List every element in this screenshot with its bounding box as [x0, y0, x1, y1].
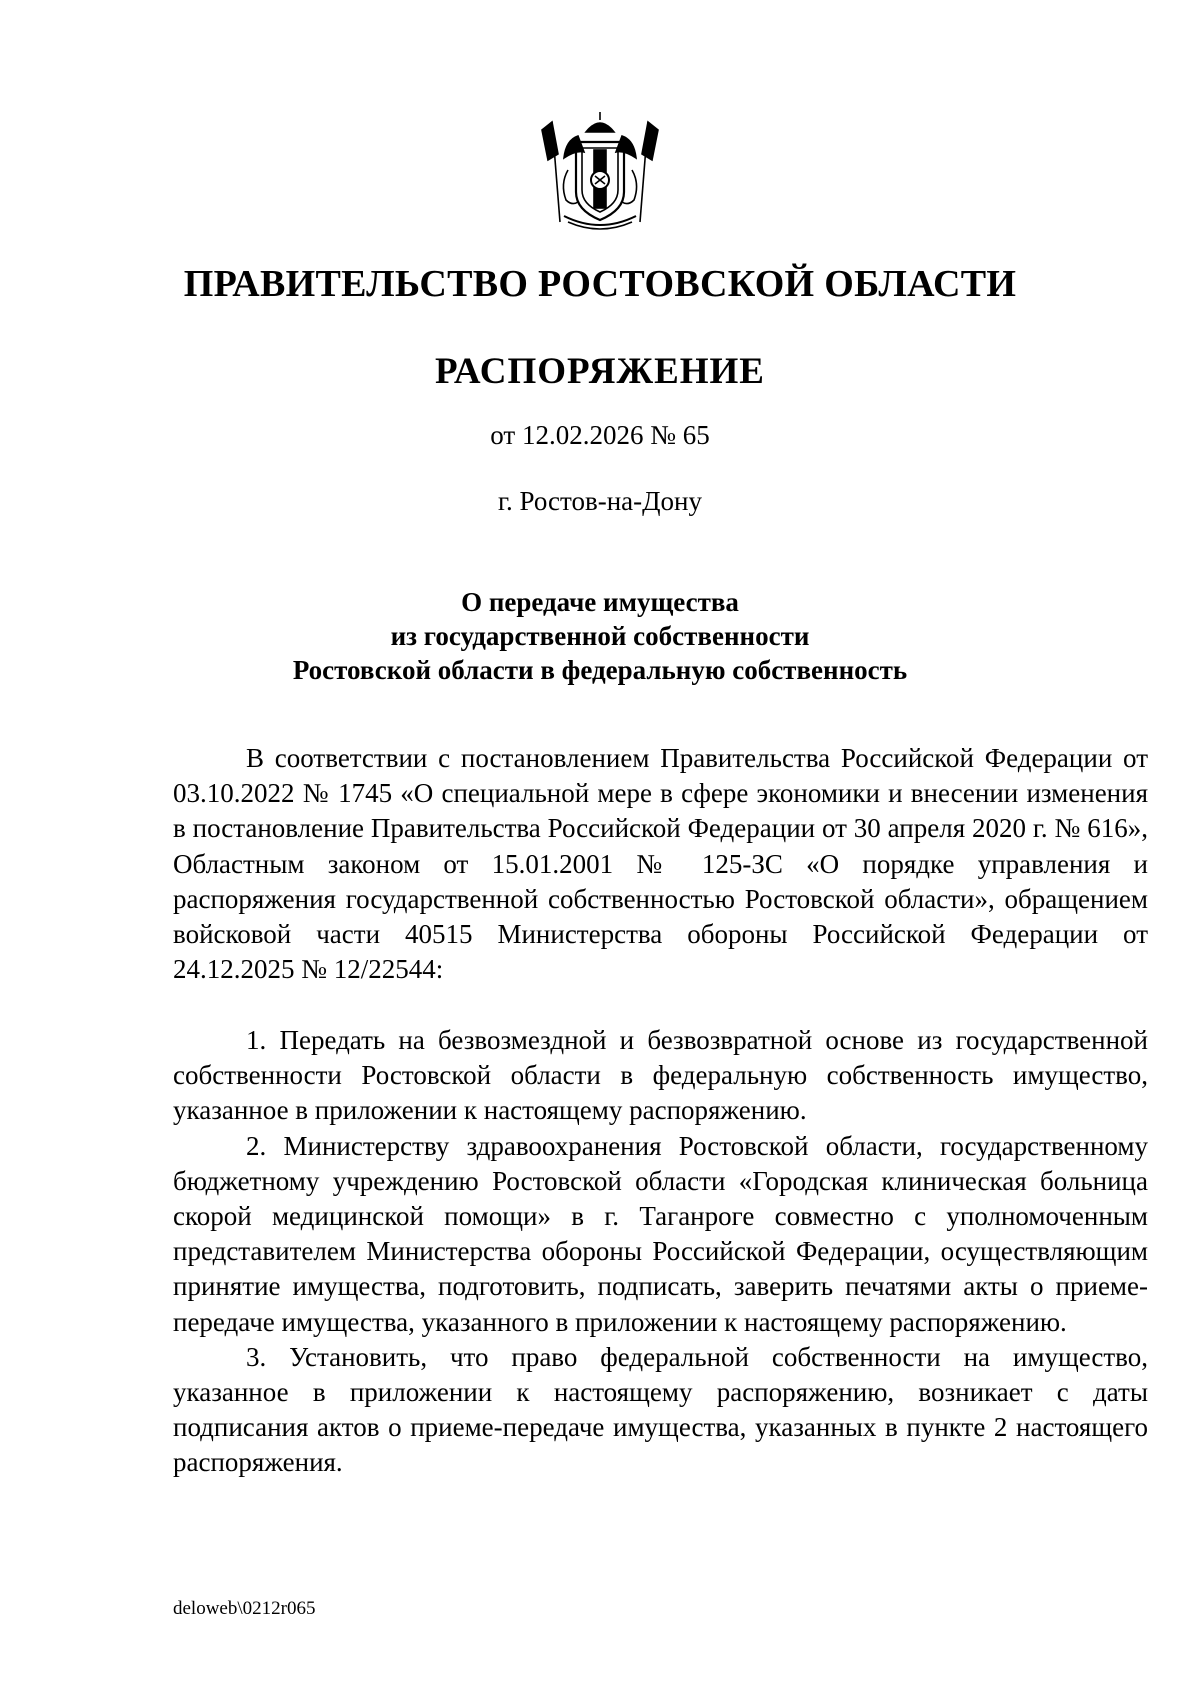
preamble-paragraph: В соответствии с постановлением Правительства Российской Федерации от 03.10.2022 № 1745 «О специальной мере в сфере экономики и внесении изменения в постановление Правительства Российской Федерации от 30 апреля 2020 г. № 616», Областным законом от 15.01.2001 № 125-ЗС «О порядке управления и распоряжения государственной собственностью Ростовской области», обращением войсковой части 40515 Министерства обороны Российской Федерации от 24.12.2025 № 12/22544:	[173, 743, 1148, 985]
document-city: г. Ростов-на-Дону	[497, 486, 702, 516]
document-type-title: РАСПОРЯЖЕНИЕ	[434, 351, 765, 392]
file-code: deloweb\0212r065	[173, 1598, 316, 1619]
subject-line-1: О передаче имущества	[461, 587, 739, 617]
subject-line-3: Ростовской области в федеральную собственность	[292, 655, 908, 685]
organization-title: ПРАВИТЕЛЬСТВО РОСТОВСКОЙ ОБЛАСТИ	[183, 263, 1017, 305]
order-item-2: 2. Министерству здравоохранения Ростовской области, государственному бюджетному учреждению Ростовской области «Городская клиническая больница скорой медицинской помощи» в г. Таганроге совместно с уполномоченным представителем Министерства обороны Российской Федерации, осуществляющим принятие имущества, подготовить, подписать, заверить печатями акты о приеме-передаче имущества, указанного в приложении к настоящему распоряжению.	[173, 1130, 1148, 1337]
coat-of-arms-icon	[538, 110, 662, 234]
document-date-number: от 12.02.2026 № 65	[490, 420, 710, 450]
document-subject	[0, 585, 1200, 687]
order-items	[173, 1023, 1148, 1481]
order-item-1: 1. Передать на безвозмездной и безвозвратной основе из государственной собственности Ростовской области в федеральную собственность имущество, указанное в приложении к настоящему распоряжению.	[173, 1025, 1148, 1126]
order-item-3: 3. Установить, что право федеральной собственности на имущество, указанное в приложении к настоящему распоряжению, возникает с даты подписания актов о приеме-передаче имущества, указанных в пункте 2 настоящего распоряжения.	[173, 1341, 1148, 1478]
preamble	[173, 741, 1148, 987]
subject-line-2: из государственной собственности	[390, 621, 810, 651]
